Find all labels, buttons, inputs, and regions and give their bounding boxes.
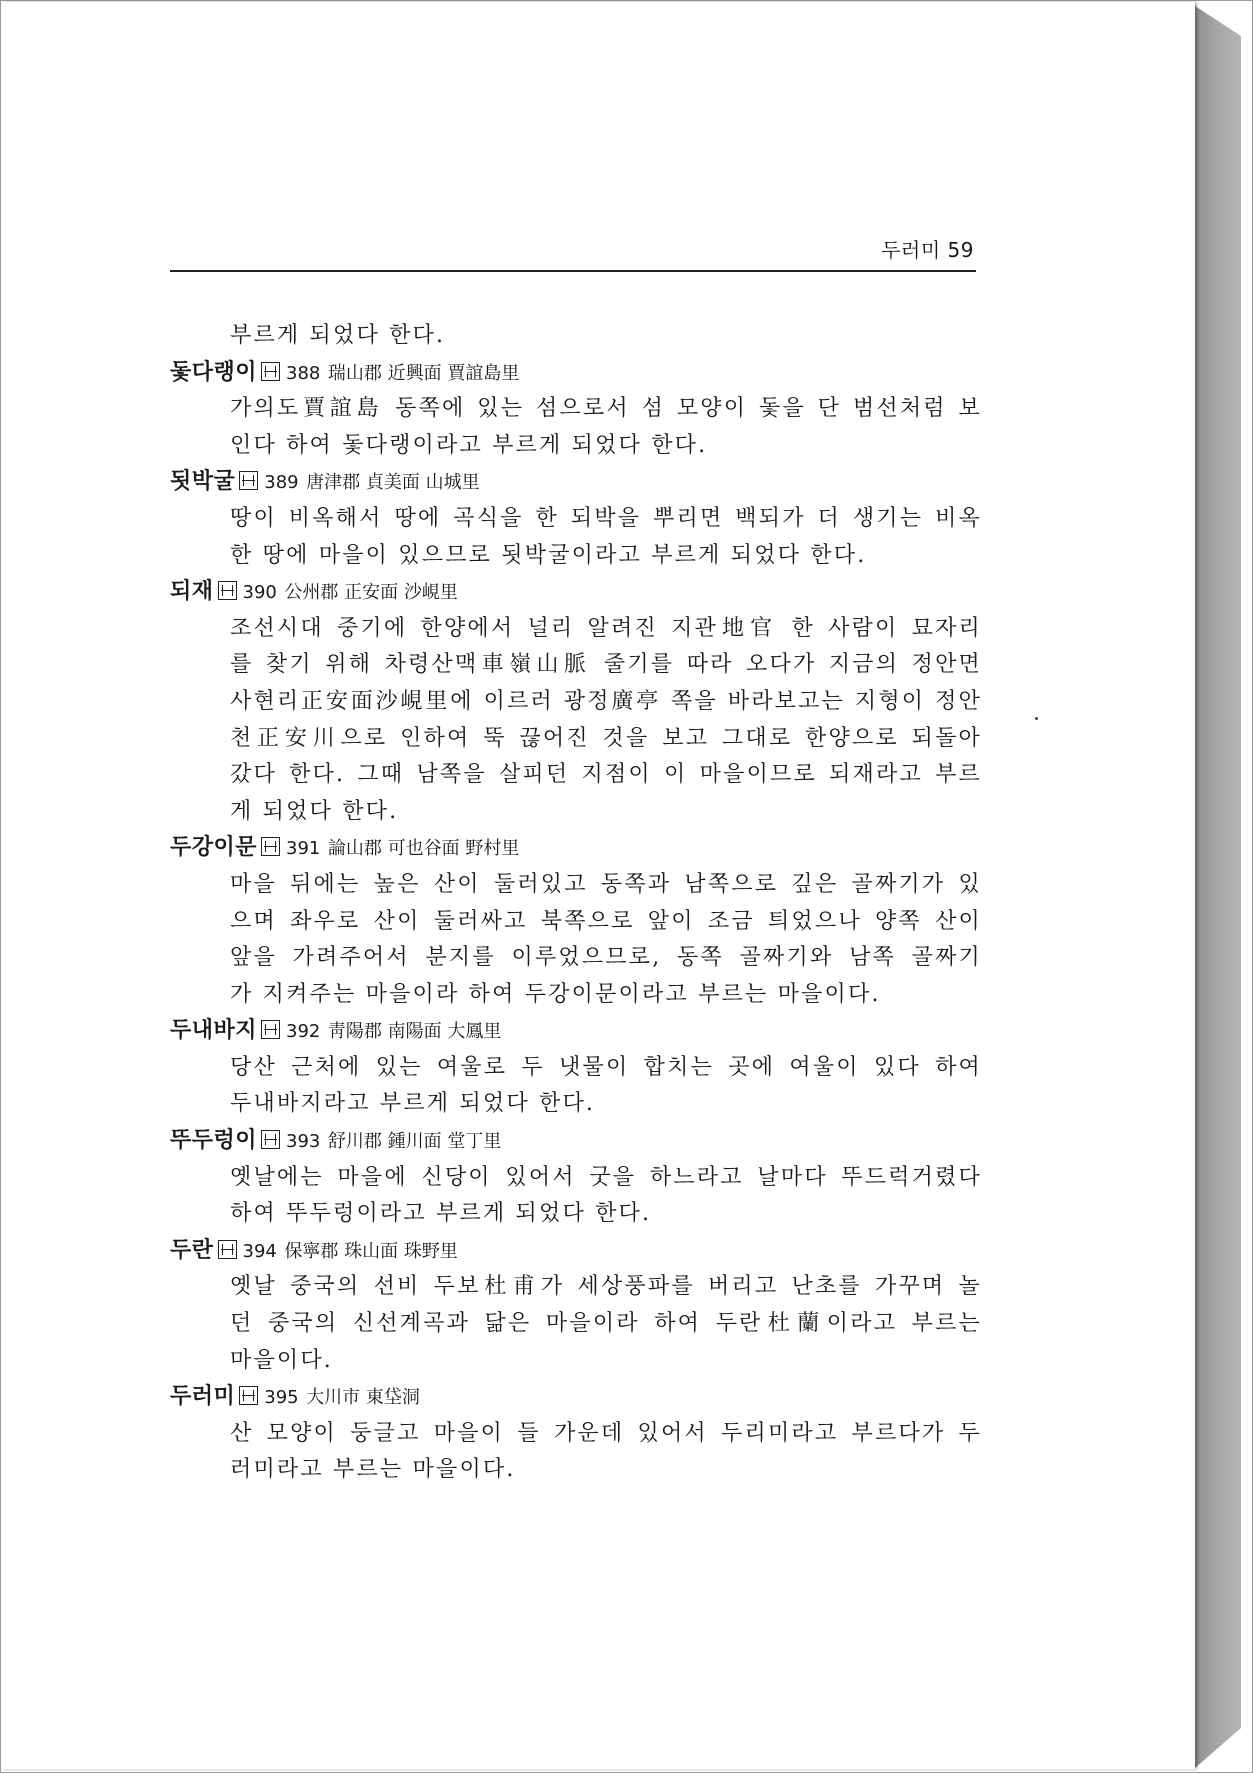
entry-headword: 두강이문 xyxy=(170,835,258,861)
place-type-icon xyxy=(239,1386,258,1405)
entry-location: 唐津郡 貞美面 山城里 xyxy=(306,472,480,494)
entry-text-line: 게 되었다 한다. xyxy=(230,798,399,824)
entry-text-line: 천正安川으로 인하여 뚝 끊어진 것을 보고 그대로 한양으로 되돌아 xyxy=(230,725,982,751)
entry-text-line: 러미라고 부르는 마을이다. xyxy=(230,1457,516,1483)
entry-location: 靑陽郡 南陽面 大鳳里 xyxy=(327,1021,502,1043)
header-rule xyxy=(170,270,976,272)
entry-heading xyxy=(170,1379,982,1416)
entry-location: 瑞山郡 近興面 賈誼島里 xyxy=(327,362,520,384)
entry-location: 保寧郡 珠山面 珠野里 xyxy=(284,1240,458,1262)
entry-text-line: 가의도賈誼島 동쪽에 있는 섬으로서 섬 모양이 돛을 단 범선처럼 보 xyxy=(230,396,982,422)
entry-text-line: 마을 뒤에는 높은 산이 둘러있고 동쪽과 남쪽으로 깊은 골짜기가 있 xyxy=(230,871,982,897)
speck-mark xyxy=(1035,717,1038,720)
entry-location: 論山郡 可也谷面 野村里 xyxy=(327,838,520,860)
entry-text-line: 한 땅에 마을이 있으므로 됫박굴이라고 부르게 되었다 한다. xyxy=(230,542,867,568)
entry-location: 大川市 東垈洞 xyxy=(306,1387,420,1409)
entry-number: 390 xyxy=(242,582,277,604)
entry-text-line: 부르게 되었다 한다. xyxy=(230,323,446,348)
entry-heading xyxy=(170,1233,982,1270)
entry-text-line: 산 모양이 둥글고 마을이 들 가운데 있어서 두리미라고 부르다가 두 xyxy=(230,1420,982,1446)
entry-text-line: 두내바지라고 부르게 되었다 한다. xyxy=(230,1091,596,1117)
entry-headword: 됫박굴 xyxy=(170,469,236,495)
place-type-icon xyxy=(261,1020,280,1039)
entry-text-line: 갔다 한다. 그때 남쪽을 살피던 지점이 이 마을이므로 되재라고 부르 xyxy=(230,762,982,788)
place-type-icon xyxy=(218,1240,237,1259)
place-type-icon xyxy=(218,581,237,600)
entry-text-line: 사현리正安面沙峴里에 이르러 광정廣亭 쪽을 바라보고는 지형이 정안 xyxy=(230,688,982,714)
entry-number: 388 xyxy=(286,362,321,384)
book-page xyxy=(2,2,1195,1769)
entry-headword: 되재 xyxy=(170,579,214,605)
place-type-icon xyxy=(261,837,280,856)
entry-text-line: 옛날에는 마을에 신당이 있어서 굿을 하느라고 날마다 뚜드럭거렸다 xyxy=(230,1164,982,1190)
entry-headword: 뚜두렁이 xyxy=(170,1128,258,1154)
entry-text-line: 인다 하여 돛다랭이라고 부르게 되었다 한다. xyxy=(230,432,708,458)
entry-heading xyxy=(170,830,982,867)
entry-text-line: 당산 근처에 있는 여울로 두 냇물이 합치는 곳에 여울이 있다 하여 xyxy=(230,1054,982,1080)
page-body xyxy=(170,318,982,1489)
entry-number: 389 xyxy=(264,472,299,494)
entry-text-line: 으며 좌우로 산이 둘러싸고 북쪽으로 앞이 조금 틔었으나 양쪽 산이 xyxy=(230,908,982,934)
entry-text-line: 앞을 가려주어서 분지를 이루었으므로, 동쪽 골짜기와 남쪽 골짜기 xyxy=(230,945,982,971)
entry-number: 395 xyxy=(264,1387,299,1409)
entry-number: 392 xyxy=(286,1021,321,1043)
entry-number: 393 xyxy=(286,1131,321,1153)
entry-text-line: 조선시대 중기에 한양에서 널리 알려진 지관地官 한 사람이 묘자리 xyxy=(230,615,982,641)
entry-heading xyxy=(170,1013,982,1050)
entry-headword: 두란 xyxy=(170,1237,214,1263)
entry-text-line: 던 중국의 신선계곡과 닮은 마을이라 하여 두란杜蘭이라고 부르는 xyxy=(230,1311,982,1337)
entry-text-line: 를 찾기 위해 차령산맥車嶺山脈 줄기를 따라 오다가 지금의 정안면 xyxy=(230,652,982,678)
place-type-icon xyxy=(239,471,258,490)
entry-text-line: 옛날 중국의 선비 두보杜甫가 세상풍파를 버리고 난초를 가꾸며 놀 xyxy=(230,1274,982,1300)
entry-heading xyxy=(170,355,982,392)
entry-text-line: 마을이다. xyxy=(230,1347,334,1373)
entry-text-line: 땅이 비옥해서 땅에 곡식을 한 되박을 뿌리면 백되가 더 생기는 비옥 xyxy=(230,505,982,531)
place-type-icon xyxy=(261,362,280,381)
entry-headword: 돛다랭이 xyxy=(170,359,258,385)
entry-location: 舒川郡 鍾川面 堂丁里 xyxy=(327,1131,502,1153)
entry-text-line: 가 지켜주는 마을이라 하여 두강이문이라고 부르는 마을이다. xyxy=(230,981,881,1007)
entry-number: 391 xyxy=(286,838,321,860)
entry-heading xyxy=(170,574,982,611)
entry-location: 公州郡 正安面 沙峴里 xyxy=(284,582,458,604)
entry-headword: 두러미 xyxy=(170,1384,236,1410)
book-page-edge xyxy=(1195,6,1241,1768)
entry-text-line: 하여 뚜두렁이라고 부르게 되었다 한다. xyxy=(230,1201,652,1227)
place-type-icon xyxy=(261,1130,280,1149)
running-head: 두러미 59 xyxy=(881,238,974,262)
entry-number: 394 xyxy=(242,1240,277,1262)
entry-heading xyxy=(170,464,982,501)
entry-headword: 두내바지 xyxy=(170,1018,258,1044)
entry-heading xyxy=(170,1123,982,1160)
